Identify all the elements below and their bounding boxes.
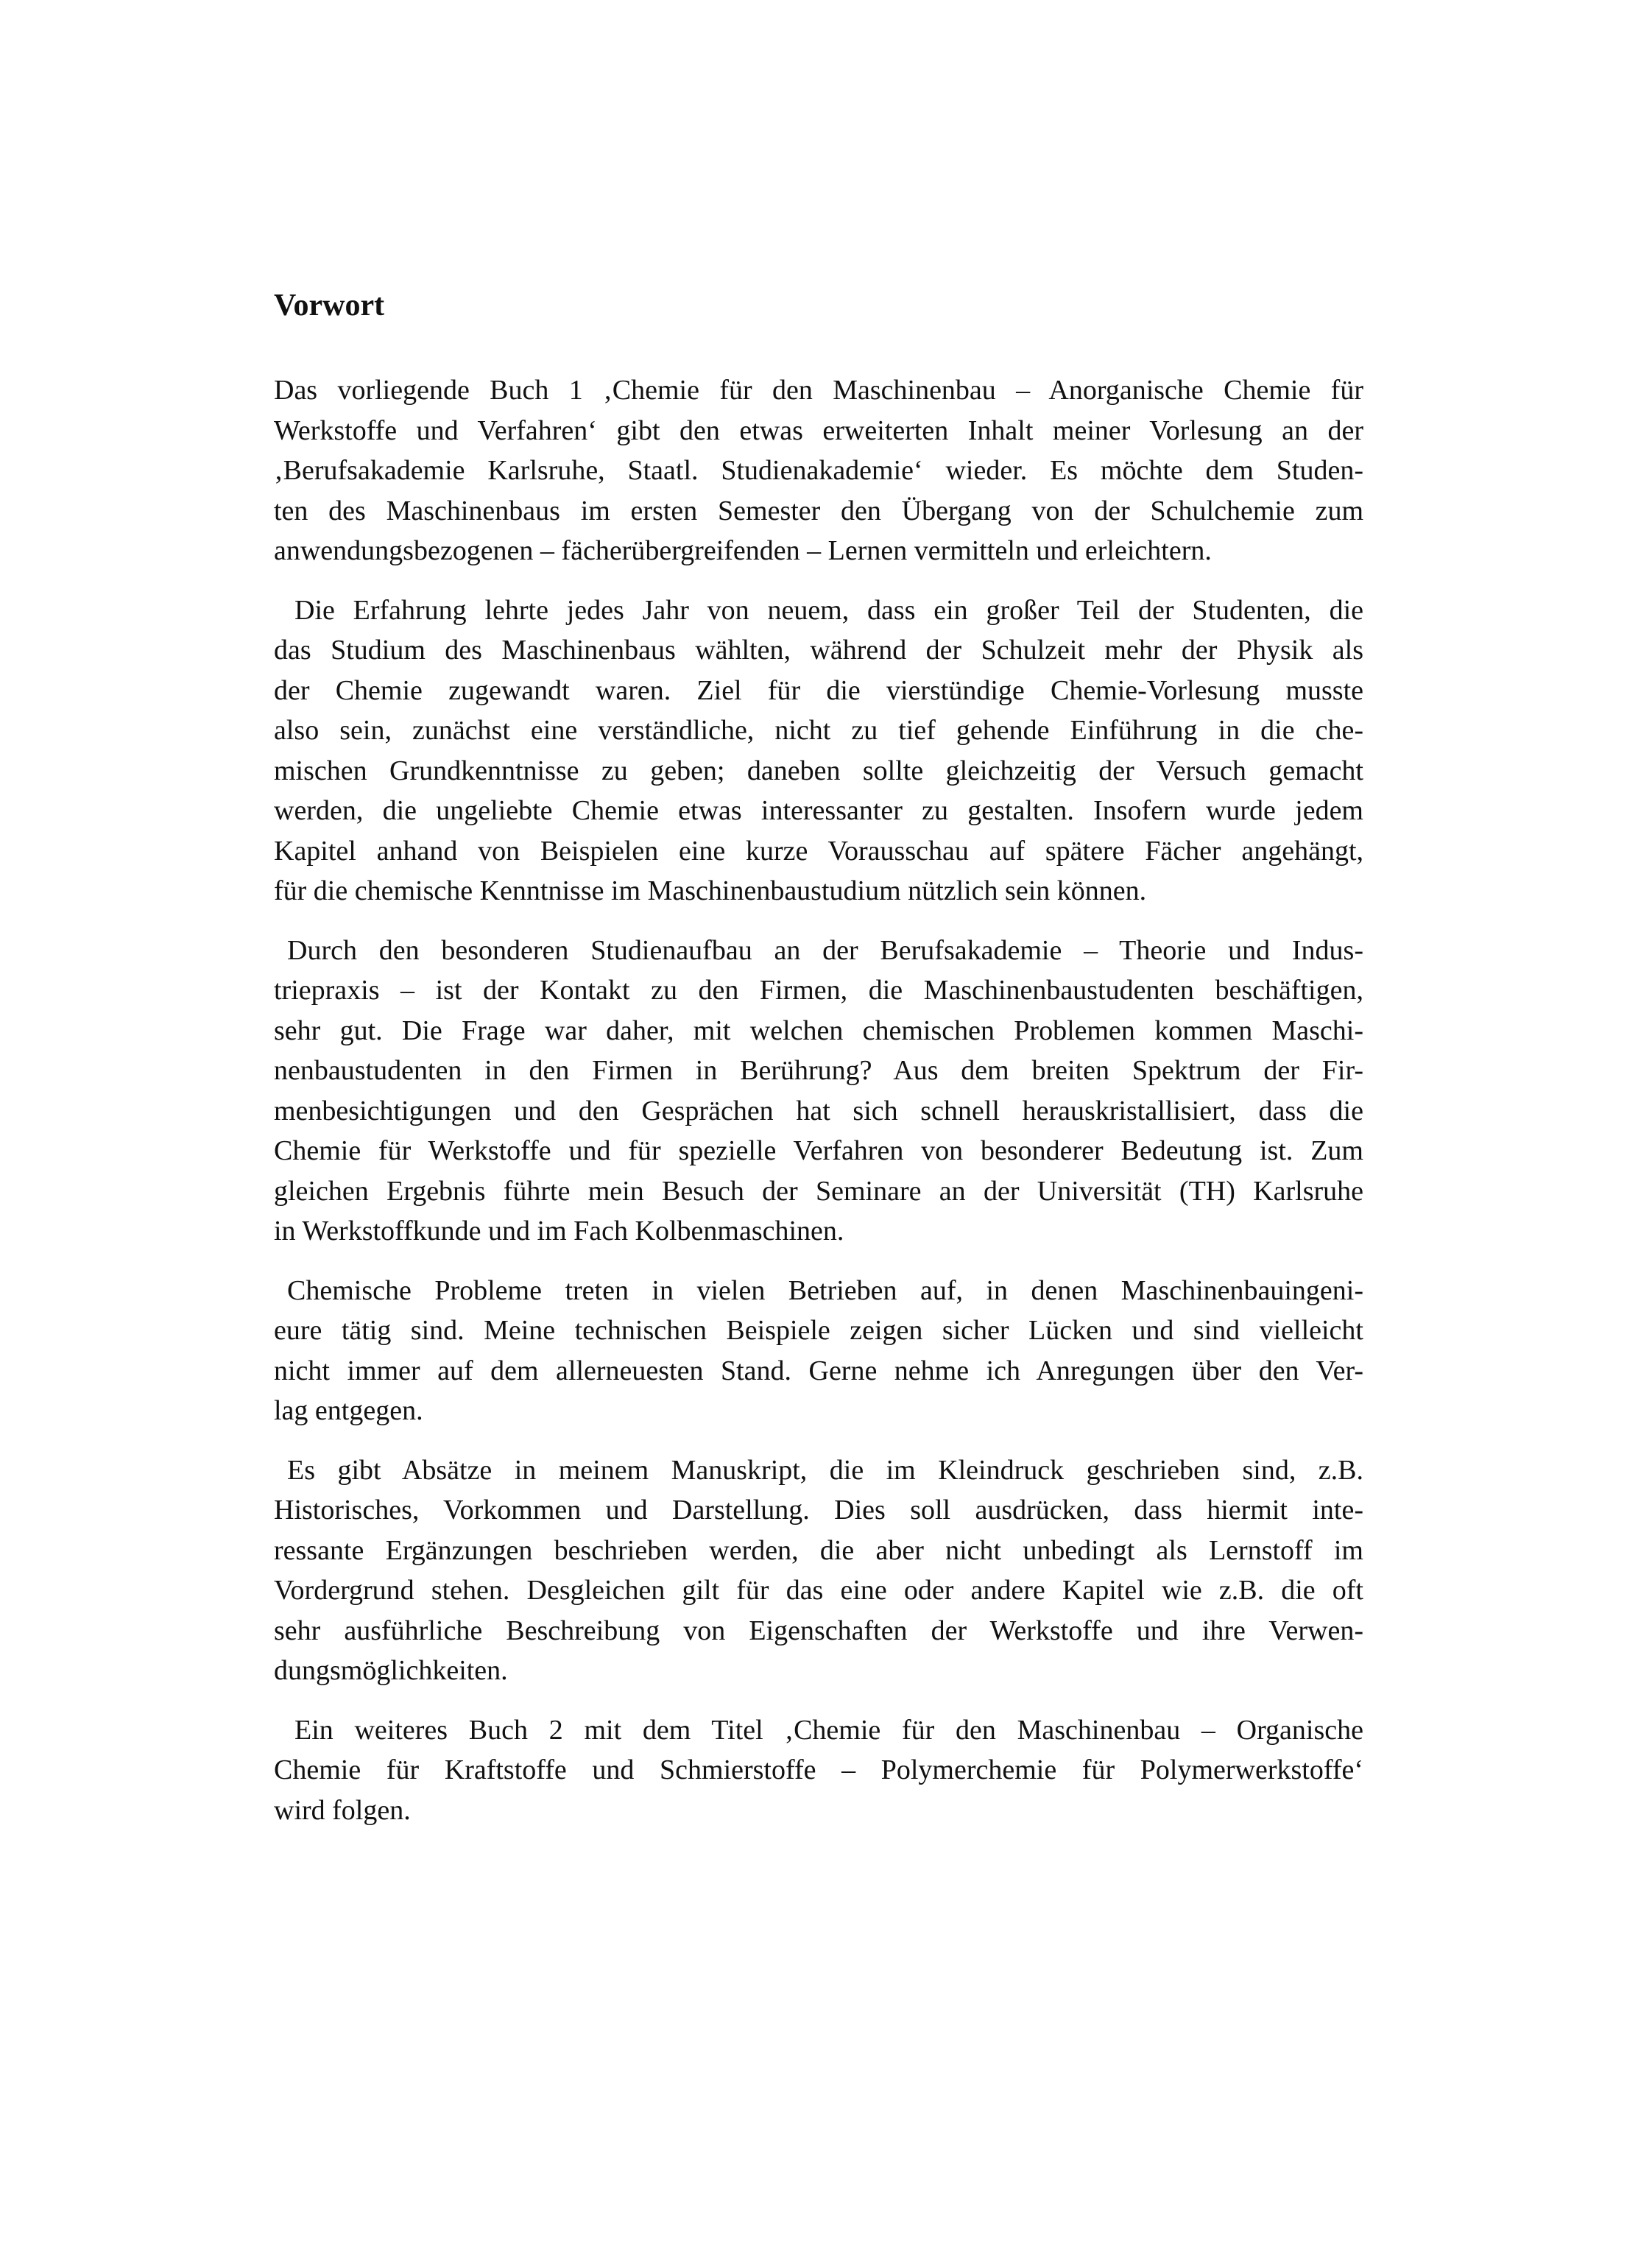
paragraph-1	[274, 370, 1363, 571]
page-content	[274, 283, 1363, 1849]
text-line: Werkstoffe und Verfahren‘ gibt den etwas erweiterten Inhalt meiner Vorlesung an der	[274, 415, 1363, 446]
text-line: triepraxis – ist der Kontakt zu den Firmen, die Maschinenbaustudenten beschäftigen,	[274, 975, 1363, 1006]
text-line: nenbaustudenten in den Firmen in Berührung? Aus dem breiten Spektrum der Fir-	[274, 1055, 1363, 1086]
text-line: in Werkstoffkunde und im Fach Kolbenmaschinen.	[274, 1216, 844, 1246]
text-line: Chemische Probleme treten in vielen Betrieben auf, in denen Maschinenbauingeni-	[287, 1274, 1363, 1306]
text-line: eure tätig sind. Meine technischen Beispiele zeigen sicher Lücken und sind vielleicht	[274, 1315, 1363, 1346]
text-line: Historisches, Vorkommen und Darstellung. Dies soll ausdrücken, dass hiermit inte-	[274, 1495, 1363, 1525]
text-line: der Chemie zugewandt waren. Ziel für die vierstündige Chemie-Vorlesung musste	[274, 674, 1363, 706]
text-line: lag entgegen.	[274, 1395, 423, 1426]
text-line: für die chemische Kenntnisse im Maschinenbaustudium nützlich sein können.	[274, 875, 1147, 906]
text-line: Die Erfahrung lehrte jedes Jahr von neuem, dass ein großer Teil der Studenten, die	[294, 594, 1363, 626]
text-line: Chemie für Werkstoffe und für spezielle Verfahren von besonderer Bedeutung ist. Zum	[274, 1135, 1363, 1166]
text-line: ‚Berufsakademie Karlsruhe, Staatl. Studienakademie‘ wieder. Es möchte dem Studen-	[274, 455, 1363, 486]
text-line: mischen Grundkenntnisse zu geben; daneben sollte gleichzeitig der Versuch gemacht	[274, 755, 1363, 786]
text-line: ressante Ergänzungen beschrieben werden, die aber nicht unbedingt als Lernstoff im	[274, 1534, 1363, 1566]
text-line: wird folgen.	[274, 1794, 411, 1826]
text-line: ten des Maschinenbaus im ersten Semester den Übergang von der Schulchemie zum	[274, 495, 1363, 526]
text-line: werden, die ungeliebte Chemie etwas interessanter zu gestalten. Insofern wurde jedem	[274, 795, 1363, 826]
text-line: Das vorliegende Buch 1 ‚Chemie für den Maschinenbau – Anorganische Chemie für	[274, 375, 1363, 406]
text-line: sehr ausführliche Beschreibung von Eigenschaften der Werkstoffe und ihre Verwen-	[274, 1615, 1363, 1646]
text-line: gleichen Ergebnis führte mein Besuch der Seminare an der Universität (TH) Karlsruhe	[274, 1175, 1363, 1207]
text-line: das Studium des Maschinenbaus wählten, während der Schulzeit mehr der Physik als	[274, 635, 1363, 666]
text-line: Vordergrund stehen. Desgleichen gilt für das eine oder andere Kapitel wie z.B. die oft	[274, 1575, 1363, 1606]
page-title: Vorwort	[274, 289, 385, 322]
paragraph-3	[274, 931, 1363, 1252]
text-line: dungsmöglichkeiten.	[274, 1655, 508, 1686]
text-line: menbesichtigungen und den Gesprächen hat sich schnell herauskristallisiert, dass die	[274, 1095, 1363, 1126]
paragraph-5	[274, 1450, 1363, 1691]
text-line: Durch den besonderen Studienaufbau an der Berufsakademie – Theorie und Indus-	[287, 934, 1363, 966]
text-line: nicht immer auf dem allerneuesten Stand. Gerne nehme ich Anregungen über den Ver-	[274, 1355, 1363, 1386]
text-line: also sein, zunächst eine verständliche, nicht zu tief gehende Einführung in die che-	[274, 715, 1363, 746]
text-line: Ein weiteres Buch 2 mit dem Titel ‚Chemie für den Maschinenbau – Organische	[294, 1714, 1363, 1746]
paragraph-2	[274, 590, 1363, 911]
text-line: anwendungsbezogenen – fächerübergreifenden – Lernen vermitteln und erleichtern.	[274, 535, 1212, 566]
text-line: Es gibt Absätze in meinem Manuskript, die im Kleindruck geschrieben sind, z.B.	[287, 1454, 1363, 1486]
paragraph-6	[274, 1710, 1363, 1831]
text-line: Kapitel anhand von Beispielen eine kurze Vorausschau auf spätere Fächer angehängt,	[274, 835, 1363, 867]
paragraph-4	[274, 1271, 1363, 1431]
text-line: Chemie für Kraftstoffe und Schmierstoffe – Polymerchemie für Polymerwerkstoffe‘	[274, 1754, 1363, 1785]
text-line: sehr gut. Die Frage war daher, mit welchen chemischen Problemen kommen Maschi-	[274, 1015, 1363, 1046]
